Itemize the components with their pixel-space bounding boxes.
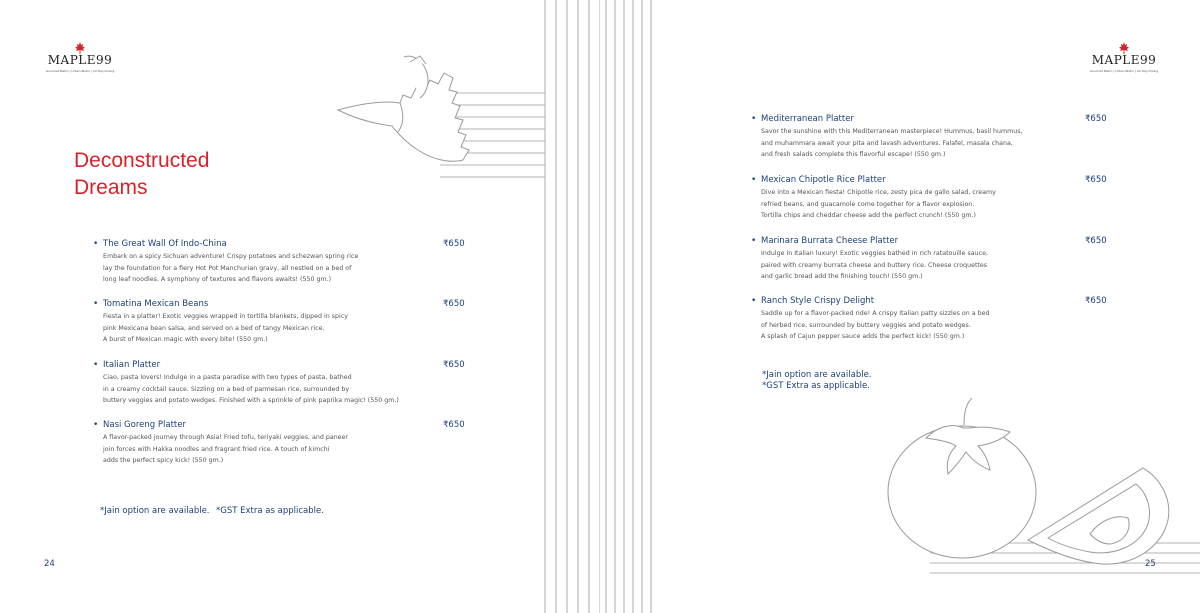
item-price: ₹650: [443, 360, 465, 370]
gst-note: *GST Extra as applicable.: [216, 506, 324, 516]
item-name: Italian Platter: [103, 360, 161, 370]
item-description: Ciao, pasta lovers! Indulge in a pasta paradise with two types of pasta, bathed in a creamy cocktail sauce. Sizzling on a bed of parmesan rice, surrounded by buttery veggies and potato wedges. Finished with a sprinkle of pink paprika magic! (550 gm.): [103, 374, 399, 404]
right-page-line-art: [600, 0, 1200, 613]
brand-logo: [1089, 42, 1159, 78]
item-name: Ranch Style Crispy Delight: [761, 296, 875, 306]
item-price: ₹650: [443, 420, 465, 430]
bullet-icon: •: [93, 360, 99, 370]
item-description: Indulge in Italian luxury! Exotic veggies bathed in rich ratatouille sauce, paired with creamy burrata cheese and buttery rice. Cheese croquettes and garlic bread add the finishing touch! (550 gm.): [761, 250, 988, 280]
item-price: ₹650: [443, 239, 465, 249]
item-name: Mediterranean Platter: [761, 114, 854, 124]
bullet-icon: •: [751, 175, 757, 185]
item-price: ₹650: [1085, 175, 1107, 185]
bullet-icon: •: [93, 420, 99, 430]
section-title: Deconstructed Dreams: [74, 149, 210, 199]
brand-wordmark: MAPLE99: [47, 53, 113, 67]
item-price: ₹650: [443, 299, 465, 309]
bullet-icon: •: [751, 114, 757, 124]
item-description: Dive into a Mexican fiesta! Chipotle rice, zesty pica de gallo salad, creamy refried beans, and guacamole come together for a flavor explosion. Tortilla chips and cheddar cheese add the perfect crunch! (550 gm.): [761, 189, 996, 219]
bullet-icon: •: [751, 236, 757, 246]
bullet-icon: •: [93, 239, 99, 249]
item-name: Marinara Burrata Cheese Platter: [761, 236, 899, 246]
brand-wordmark: MAPLE99: [1091, 53, 1157, 67]
tomato-icon: [888, 398, 1036, 558]
jain-note: *Jain option are available.: [762, 370, 872, 380]
pasta-bow-icon: [338, 56, 469, 161]
item-description: Saddle up for a flavor-packed ride! A crispy Italian patty sizzles on a bed of herbed rice, surrounded by buttery veggies and potato wedges. A splash of Cajun pepper sauce adds the perfect kick! (550 gm.): [761, 310, 990, 340]
item-description: Embark on a spicy Sichuan adventure! Crispy potatoes and schezwan spring rice lay the foundation for a fiery Hot Pot Manchurian gravy, all nestled on a bed of long leaf noodles. A symphony of textures and flavors awaits! (550 gm.): [103, 253, 359, 283]
item-name: The Great Wall Of Indo-China: [103, 239, 227, 249]
item-name: Nasi Goreng Platter: [103, 420, 186, 430]
page-number: 24: [44, 559, 55, 569]
item-price: ₹650: [1085, 236, 1107, 246]
jain-note: *Jain option are available.: [100, 506, 210, 516]
gst-note: *GST Extra as applicable.: [762, 381, 870, 391]
item-price: ₹650: [1085, 114, 1107, 124]
item-price: ₹650: [1085, 296, 1107, 306]
brand-logo: [45, 42, 115, 78]
bullet-icon: •: [751, 296, 757, 306]
brand-tagline: Gourmet Bistro | Urban Bistro | All Day Dining: [1089, 69, 1159, 73]
right-page: [600, 0, 1200, 613]
tomato-slice-icon: [1028, 468, 1169, 564]
item-description: Savor the sunshine with this Mediterranean masterpiece! Hummus, basil hummus, and muhammara await your pita and lavash adventures. Falafel, masala chana, and fresh salads complete this flavorful escape! (550 gm.): [761, 128, 1023, 158]
item-name: Mexican Chipotle Rice Platter: [761, 175, 886, 185]
item-description: Fiesta in a platter! Exotic veggies wrapped in tortilla blankets, dipped in spicy pink Mexicana bean salsa, and served on a bed of tangy Mexican rice. A burst of Mexican magic with every bite! (550 gm.): [103, 313, 348, 343]
brand-tagline: Gourmet Bistro | Urban Bistro | All Day Dining: [45, 69, 115, 73]
page-number: 25: [1145, 559, 1156, 569]
item-description: A flavor-packed journey through Asia! Fried tofu, teriyaki veggies, and paneer join forces with Hakka noodles and fragrant fried rice. A touch of kimchi adds the perfect spicy kick! (550 gm.): [103, 434, 349, 464]
bullet-icon: •: [93, 299, 99, 309]
item-name: Tomatina Mexican Beans: [103, 299, 209, 309]
